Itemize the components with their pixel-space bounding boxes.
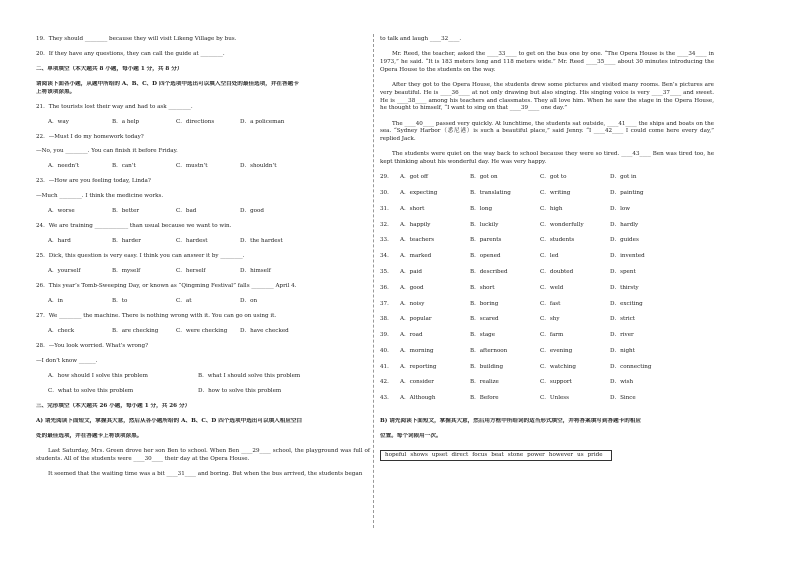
- question-28-response: —I don’t know ______.: [36, 358, 98, 365]
- left-column: [36, 36, 370, 479]
- option: C．at: [176, 298, 192, 305]
- option-a: A．road: [400, 332, 423, 339]
- option-number: 30．: [380, 190, 393, 197]
- option-b: B．long: [470, 205, 493, 212]
- option-d: D．painting: [610, 190, 644, 197]
- option-a: A．reporting: [400, 363, 437, 370]
- option: B．what I should solve this problem: [198, 373, 301, 380]
- option-b: B．opened: [470, 253, 501, 260]
- option-b: B．stage: [470, 332, 496, 339]
- question-21-options: [36, 119, 370, 127]
- option-row: [380, 348, 714, 356]
- option: A．check: [48, 328, 75, 335]
- option-row: [380, 364, 714, 372]
- option-d: D．river: [610, 332, 634, 339]
- option: D．a policeman: [240, 118, 285, 125]
- question-23-response: —Much ________. I think the medicine works.: [36, 193, 164, 200]
- passage-paragraph-5: The ____40____ passed very quickly. At lunchtime, the students sat outside, ____41____ the ships and boats on the sea. “Sydney Harbor（悉尼港）is such a beautiful place,” said Jenny. “I ____42____ I could come here every day,” replied Jack.: [380, 120, 714, 143]
- option-number: 43．: [380, 395, 393, 402]
- option-a: A．teachers: [400, 237, 435, 244]
- option: B．harder: [112, 238, 141, 245]
- option: C．hardest: [176, 238, 208, 245]
- option-number: 40．: [380, 347, 393, 354]
- option-d: D．thirsty: [610, 284, 639, 291]
- option-number: 33．: [380, 237, 393, 244]
- word-box-item: pride: [587, 452, 603, 458]
- option-a: A．morning: [400, 347, 434, 354]
- option-a: A．expecting: [400, 190, 438, 197]
- option-a: A．noisy: [400, 300, 425, 307]
- word-box-item: focus: [472, 452, 488, 458]
- option-b: B．boring: [470, 300, 499, 307]
- word-box-item: beat: [491, 452, 504, 458]
- passage-paragraph-3: Mr. Reed, the teacher, asked the ____33____ to get on the bus one by one. “The Opera House is the ____34____ in 1973,” he said. “It is 183 meters long and 118 meters wide.” Mr. Reed ____35____ about 30 minutes introducing the Opera House to the students on the way.: [380, 51, 714, 73]
- passage-paragraph-1: Last Saturday, Mrs. Green drove her son Ben to school. When Ben ____29____ school, the playground was full of students. All of the students were ____30____ their day at the Opera House.: [36, 448, 370, 462]
- option-d: D．guides: [610, 237, 639, 244]
- option: C．herself: [176, 268, 206, 275]
- option: D．how to solve this problem: [198, 388, 282, 395]
- option: A．how should I solve this problem: [48, 373, 148, 380]
- passage-paragraph-2-cont: to talk and laugh ____32____.: [380, 36, 462, 42]
- option-number: 35．: [380, 269, 393, 275]
- option-c: C．students: [540, 237, 575, 244]
- option: B．a help: [112, 118, 140, 125]
- option-a: A．Although: [400, 395, 436, 402]
- section-2-instructions: 请阅读下面各小题，从题中所给的 A、B、C、D 四个选项中选出可以填入空白处的最佳选项，并在答题卡: [36, 80, 299, 87]
- option-a: A．popular: [400, 316, 432, 323]
- option-row: [380, 206, 714, 214]
- option: D．good: [240, 208, 264, 215]
- option: A．yourself: [48, 268, 81, 275]
- question-19: 19．They should ________ because they will visit Likeng Village by bus.: [36, 36, 237, 42]
- option-b: B．scared: [470, 316, 499, 323]
- option-c: C．farm: [540, 332, 564, 339]
- option-row: [380, 174, 714, 182]
- option: D．the hardest: [240, 238, 283, 245]
- option-b: B．realize: [470, 379, 499, 386]
- option-c: C．high: [540, 205, 563, 212]
- option-row: [380, 395, 714, 403]
- option-a: A．good: [400, 284, 424, 291]
- option-number: 31．: [380, 205, 393, 212]
- option: B．can’t: [112, 163, 136, 170]
- option-a: A．marked: [400, 253, 432, 260]
- question-22-options: [36, 163, 370, 171]
- option-number: 39．: [380, 332, 393, 339]
- option: A．worse: [48, 208, 75, 215]
- option-c: C．got to: [540, 174, 567, 181]
- option-c: C．evening: [540, 347, 573, 354]
- option-b: B．Before: [470, 395, 499, 402]
- option-row: [380, 316, 714, 324]
- option-a: A．got off: [400, 174, 428, 181]
- option-row: [380, 222, 714, 230]
- section-3-instructions-cont: 处的最佳选项，并在答题卡上将该项涂黑。: [36, 433, 143, 440]
- option: A．hard: [48, 238, 71, 245]
- option-c: C．fast: [540, 300, 561, 307]
- option: C．bad: [176, 208, 197, 215]
- question-26: 26．This year’s Tomb-Sweeping Day, or known as “Qingming Festival” falls ________ April 4.: [36, 283, 297, 290]
- option-b: B．short: [470, 284, 495, 291]
- option-a: A．paid: [400, 269, 422, 275]
- option-d: D．hardly: [610, 221, 639, 228]
- question-22: 22．—Must I do my homework today?: [36, 133, 144, 140]
- word-box-item: hopeful: [385, 452, 407, 458]
- passage-paragraph-2: It seemed that the waiting time was a bit ____31____ and boring. But when the bus arrived, the students began: [48, 471, 363, 478]
- question-25-options: [36, 268, 370, 276]
- option: A．in: [48, 298, 64, 305]
- option: C．what to solve this problem: [48, 388, 134, 395]
- option-number: 32．: [380, 221, 393, 228]
- option-b: B．parents: [470, 237, 502, 244]
- option-number: 42．: [380, 379, 393, 386]
- option: B．are checking: [112, 328, 159, 335]
- option: B．myself: [112, 268, 141, 275]
- option-number: 36．: [380, 284, 393, 291]
- word-box: [380, 450, 612, 461]
- word-box-item: shows: [410, 452, 428, 458]
- option-row: [380, 332, 714, 340]
- question-24-options: [36, 238, 370, 246]
- passage-paragraph-4: After they got to the Opera House, the students drew some pictures and visited many rooms. Ben’s pictures are very beautiful. He is ____36____ at not only drawing but also singing. His singing voice is very ____37____ and sweet. He is ____38____ among his teachers and classmates. They all love him. When he saw the stage in the Opera House, he thought to himself, “I want to sing on that ____39____ one day.”: [380, 81, 714, 112]
- option-d: D．exciting: [610, 300, 643, 307]
- option-row: [380, 190, 714, 198]
- section-b-instructions: B) 请先阅读下面短文，掌握其大意，然后用方框中所给词的适当形式填空，并将答案填写到答题卡的相应: [380, 418, 642, 425]
- cloze-options-list: [380, 174, 714, 411]
- option-a: A．short: [400, 205, 425, 212]
- option-a: A．consider: [400, 379, 434, 386]
- word-box-item: power: [527, 452, 545, 458]
- question-28-options-ab: [36, 373, 370, 381]
- right-column: [380, 36, 714, 461]
- option-d: D．spent: [610, 269, 636, 275]
- option-number: 38．: [380, 316, 393, 323]
- option-number: 41．: [380, 363, 393, 370]
- question-23: 23．—How are you feeling today, Linda?: [36, 178, 151, 185]
- option-c: C．wonderfully: [540, 221, 584, 228]
- question-24: 24．We are training ____________ than usual because we want to win.: [36, 223, 232, 230]
- option-c: C．writing: [540, 190, 571, 197]
- option-d: D．Since: [610, 395, 636, 402]
- column-divider: [373, 34, 374, 528]
- option-c: C．led: [540, 253, 559, 260]
- option-d: D．invented: [610, 253, 645, 260]
- section-2-title: 二、单项填空（本大题共 8 小题，每小题 1 分，共 8 分）: [36, 65, 183, 72]
- question-26-options: [36, 298, 370, 306]
- option-c: C．shy: [540, 316, 560, 323]
- question-27: 27．We ________ the machine. There is nothing wrong with it. You can go on using it.: [36, 313, 277, 320]
- option-d: D．strict: [610, 316, 636, 323]
- option-d: D．low: [610, 205, 631, 212]
- option-row: [380, 301, 714, 309]
- word-box-item: however: [548, 452, 574, 458]
- option-row: [380, 269, 714, 277]
- question-28-options-cd: [36, 388, 370, 396]
- option-d: D．connecting: [610, 363, 652, 370]
- option: C．mustn’t: [176, 163, 208, 170]
- option-c: C．weld: [540, 284, 564, 291]
- option-c: C．doubted: [540, 269, 574, 275]
- option: B．better: [112, 208, 140, 215]
- section-3-title: 三、完形填空（本大题共 26 小题，每小题 1 分，共 26 分）: [36, 403, 191, 410]
- option-b: B．afternoon: [470, 347, 508, 354]
- option-row: [380, 237, 714, 245]
- option-number: 34．: [380, 253, 393, 260]
- option-c: C．Unless: [540, 395, 570, 402]
- option: C．were checking: [176, 328, 228, 335]
- option-number: 37．: [380, 300, 393, 307]
- question-28: 28．—You look worried. What’s wrong?: [36, 343, 149, 350]
- option-b: B．translating: [470, 190, 511, 197]
- option: A．needn’t: [48, 163, 80, 170]
- option: D．shouldn’t: [240, 163, 277, 170]
- question-20: 20．If they have any questions, they can call the guide at ________.: [36, 50, 225, 57]
- question-22-response: —No, you ________. You can finish it before Friday.: [36, 148, 178, 155]
- option-c: C．watching: [540, 363, 576, 370]
- question-23-options: [36, 208, 370, 216]
- option-b: B．luckily: [470, 221, 499, 228]
- option-b: B．described: [470, 269, 508, 275]
- option: B．to: [112, 298, 128, 305]
- option: D．himself: [240, 268, 271, 275]
- question-21: 21．The tourists lost their way and had to ask ________.: [36, 103, 193, 110]
- option-number: 29．: [380, 174, 393, 181]
- word-box-item: stone: [507, 452, 524, 458]
- option-a: A．happily: [400, 221, 431, 228]
- option: A．way: [48, 118, 69, 125]
- option-row: [380, 285, 714, 293]
- section-2-instructions-cont: 上将该项涂黑。: [36, 88, 76, 95]
- option-row: [380, 253, 714, 261]
- option-b: B．got on: [470, 174, 498, 181]
- section-b-instructions-cont: 位置。每个词限用一次。: [380, 433, 442, 440]
- option-b: B．building: [470, 363, 504, 370]
- passage-paragraph-6: The students were quiet on the way back to school because they were so tired. ____43____ Ben was tired too, he kept thinking about his wonderful day. He was very happy.: [380, 151, 714, 166]
- option-d: D．night: [610, 347, 635, 354]
- question-25: 25．Dick, this question is very easy. I think you can answer it by ________.: [36, 253, 245, 260]
- option-d: D．got in: [610, 174, 637, 181]
- option-row: [380, 379, 714, 387]
- word-box-item: upset: [431, 452, 448, 458]
- option: D．have checked: [240, 328, 289, 335]
- option: C．directions: [176, 118, 215, 125]
- section-3-instructions: A) 请先阅读下面短文，掌握其大意，然后从各小题所给的 A、B、C、D 四个选项中选出可以填入相应空白: [36, 418, 303, 425]
- option: D．on: [240, 298, 258, 305]
- option-c: C．support: [540, 379, 572, 386]
- word-box-item: direct: [451, 452, 469, 458]
- word-box-item: us: [577, 452, 584, 458]
- question-27-options: [36, 328, 370, 336]
- option-d: D．wish: [610, 379, 634, 386]
